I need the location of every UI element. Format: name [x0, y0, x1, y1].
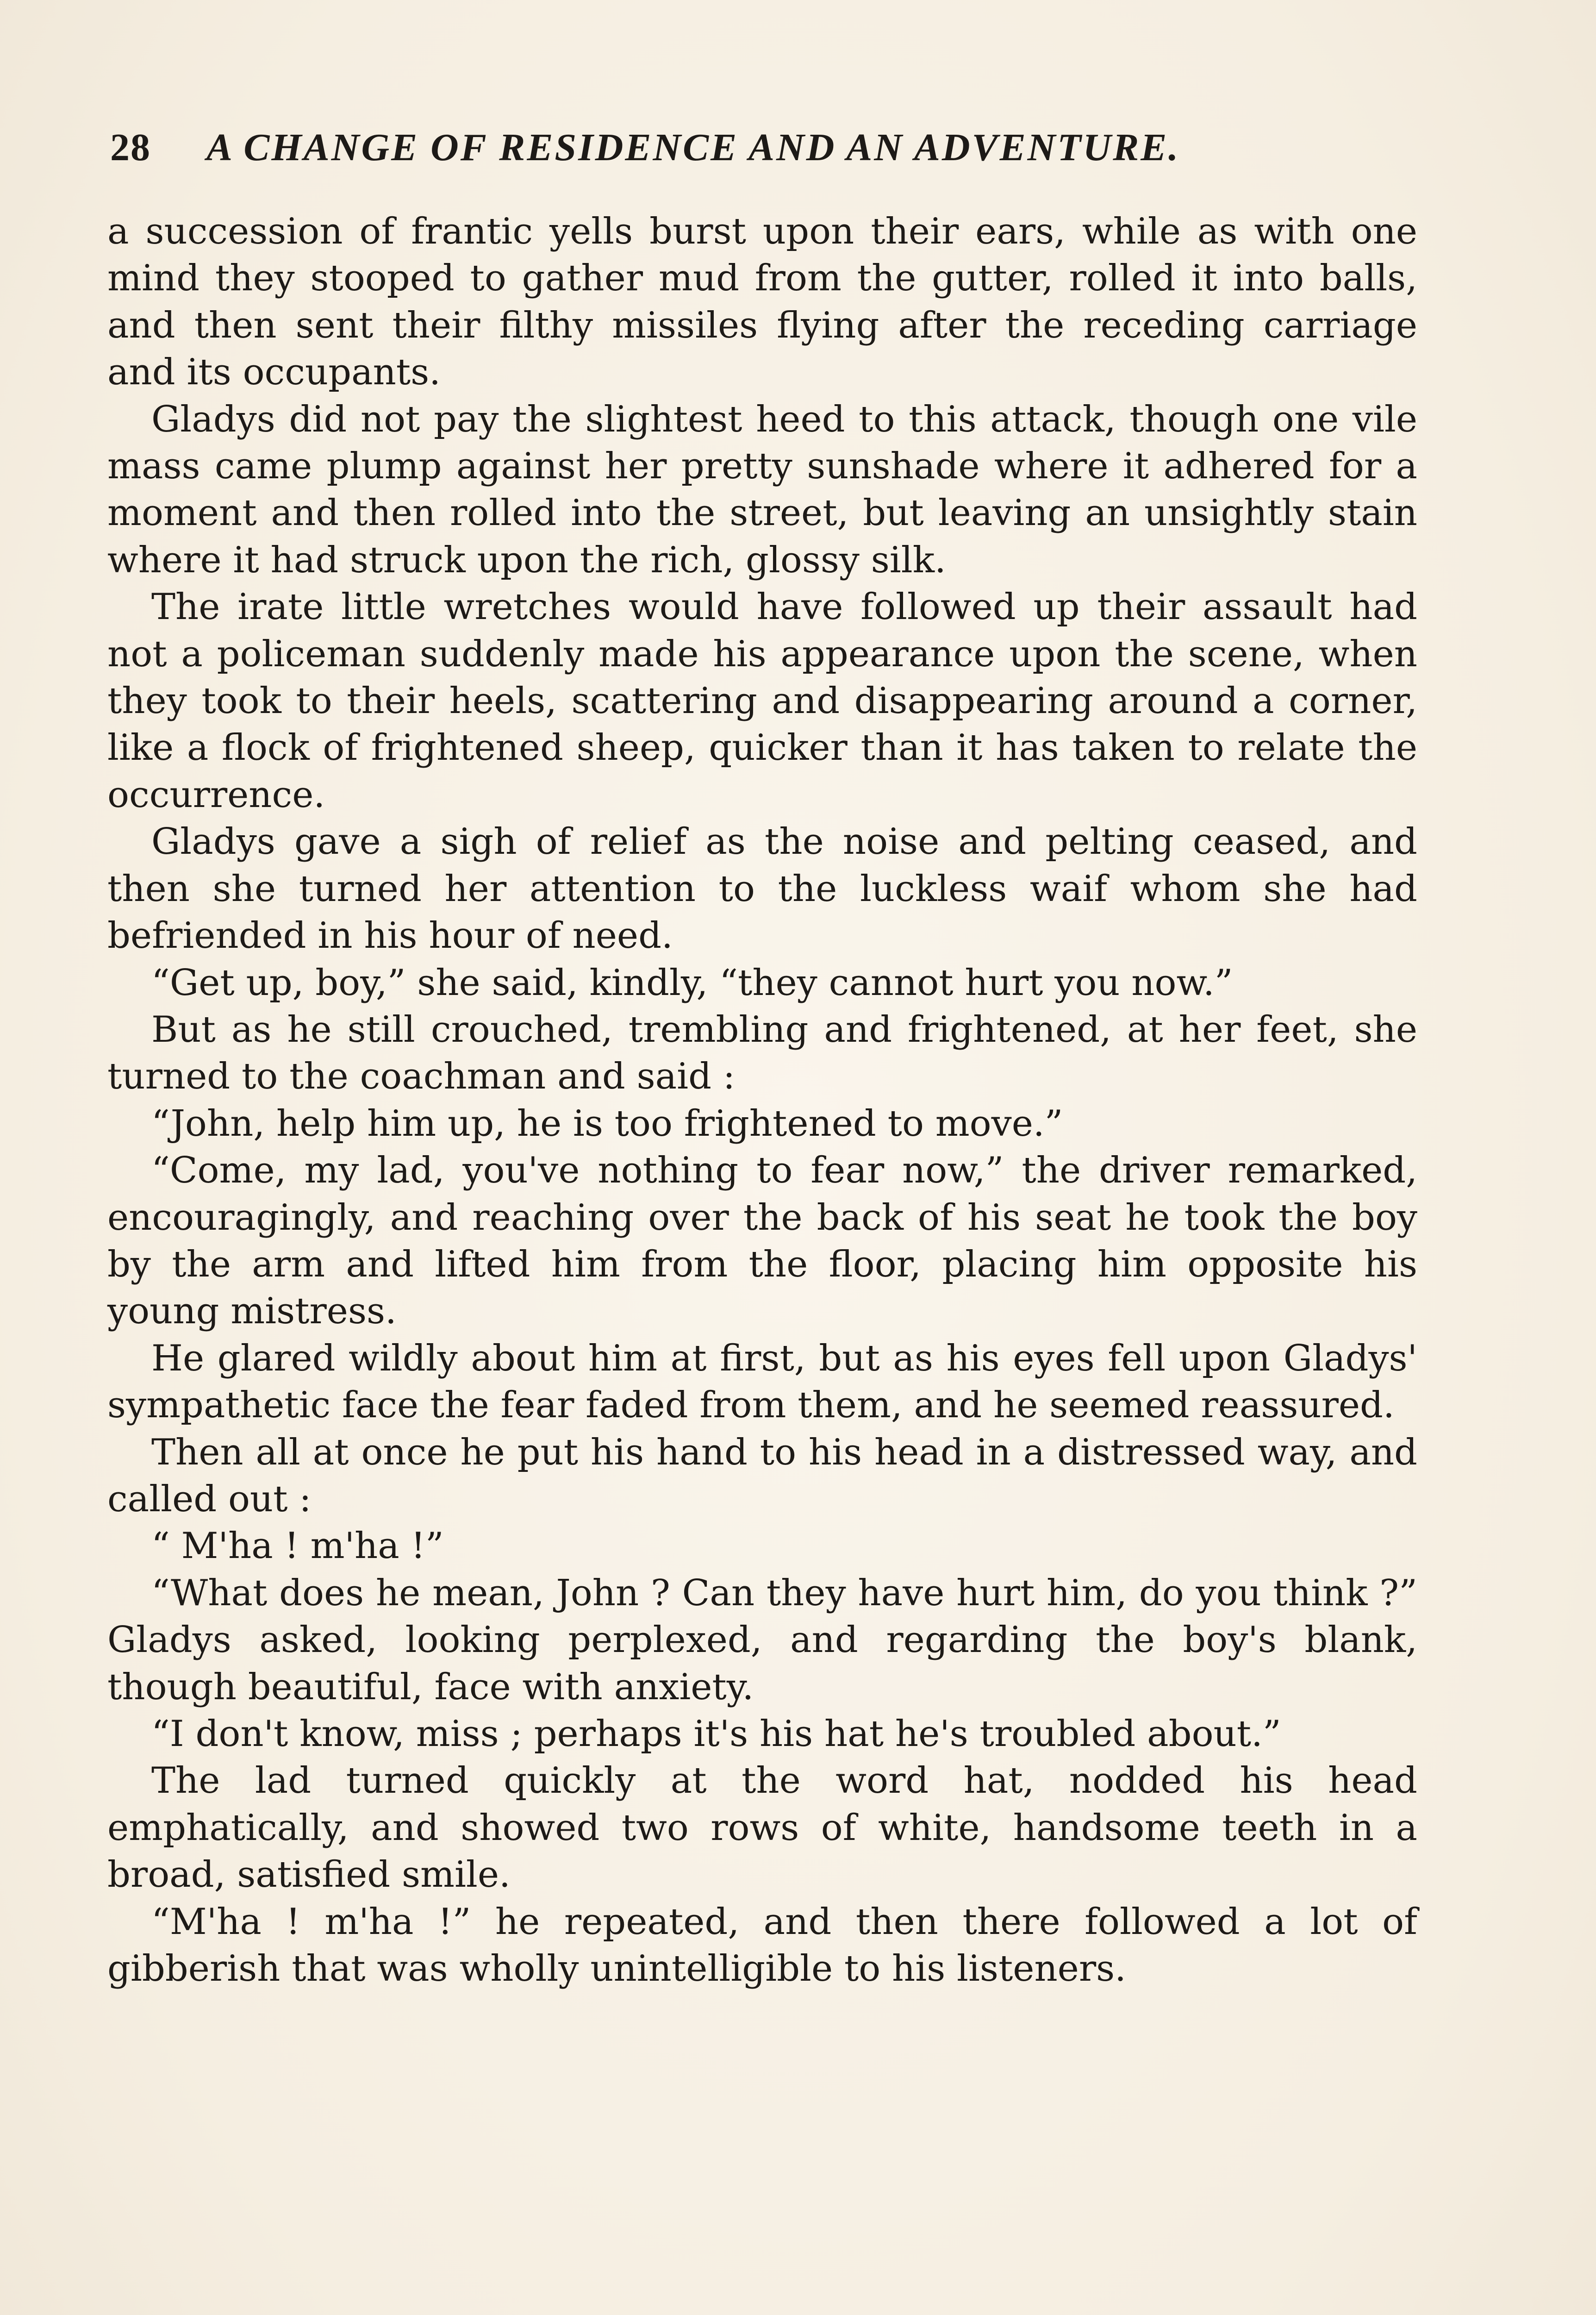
paragraph: The irate little wretches would have followed up their assault had not a policeman suddenly made his appearance upon the scene, when they took to their heels, scattering and disappearing around a corner, like a flock of frightened sheep, quicker than it has taken to relate the occurrence. [107, 586, 1417, 816]
page-number: 28 [110, 126, 151, 169]
paragraph: “I don't know, miss ; perhaps it's his hat he's troubled about.” [151, 1713, 1281, 1755]
paragraph: Then all at once he put his hand to his head in a distressed way, and called out : [107, 1431, 1417, 1520]
running-head: A CHANGE OF RESIDENCE AND AN ADVENTURE. [206, 126, 1180, 169]
paragraph: “What does he mean, John ? Can they have hurt him, do you think ?” Gladys asked, looking perplexed, and regarding the boy's blank, though beautiful, face with anxiety. [107, 1572, 1417, 1708]
paragraph: “Come, my lad, you've nothing to fear now,” the driver remarked, encouragingly, and reaching over the back of his seat he took the boy by the arm and lifted him from the floor, placing him opposite his young mistress. [107, 1150, 1417, 1333]
paragraph: He glared wildly about him at first, but as his eyes fell upon Gladys' sympathetic face the fear faded from them, and he seemed reassured. [107, 1337, 1417, 1427]
page-header [110, 125, 1434, 176]
paragraph: “Get up, boy,” she said, kindly, “they cannot hurt you now.” [151, 962, 1233, 1004]
paragraph: a succession of frantic yells burst upon their ears, while as with one mind they stooped to gather mud from the gutter, rolled it into balls, and then sent their filthy missiles flying after the receding carriage and its occupants. [107, 211, 1417, 394]
paragraph: “ M'ha ! m'ha !” [151, 1525, 444, 1567]
body-text [107, 208, 1417, 1992]
paragraph: But as he still crouched, trembling and frightened, at her feet, she turned to the coachman and said : [107, 1008, 1417, 1098]
paragraph: The lad turned quickly at the word hat, nodded his head emphatically, and showed two rows of white, handsome teeth in a broad, satisfied smile. [107, 1760, 1417, 1896]
paragraph: Gladys did not pay the slightest heed to this attack, though one vile mass came plump against her pretty sunshade where it adhered for a moment and then rolled into the street, but leaving an unsightly stain where it had struck upon the rich, glossy silk. [107, 398, 1417, 581]
paragraph: “M'ha ! m'ha !” he repeated, and then there followed a lot of gibberish that was wholly unintelligible to his listeners. [107, 1901, 1417, 1990]
paragraph: “John, help him up, he is too frightened to move.” [151, 1102, 1063, 1145]
paragraph: Gladys gave a sigh of relief as the noise and pelting ceased, and then she turned her attention to the luckless waif whom she had befriended in his hour of need. [107, 821, 1417, 957]
